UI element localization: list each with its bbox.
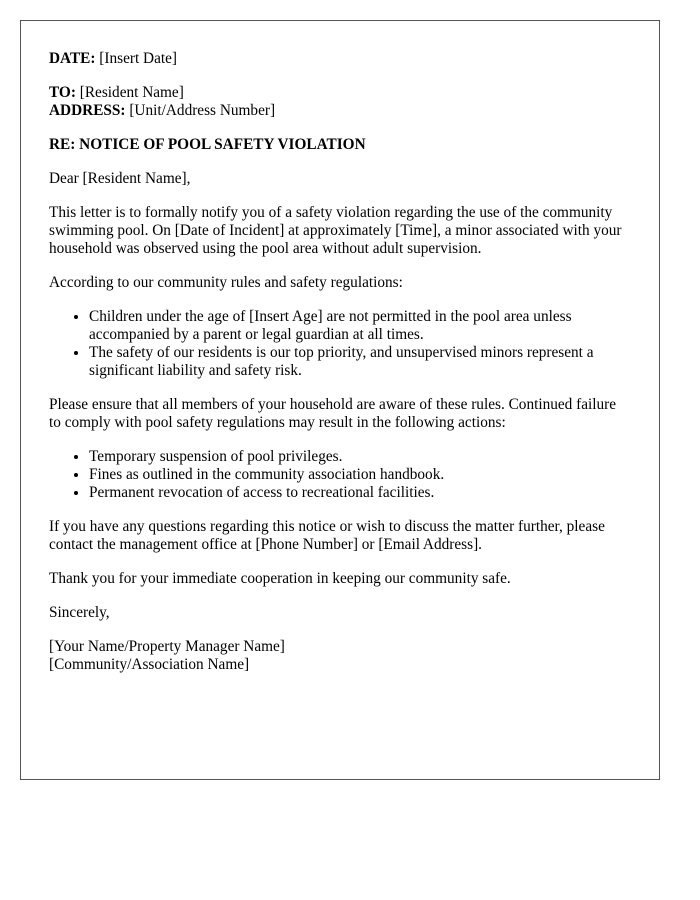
address-line xyxy=(49,102,631,120)
address-label: ADDRESS: xyxy=(49,102,126,119)
list-item: • The safety of our residents is our top priority, and unsupervised minors represent a significant liability and safety risk. xyxy=(89,344,631,380)
recipient-block xyxy=(49,84,631,120)
contact-paragraph: If you have any questions regarding this notice or wish to discuss the matter further, please contact the management office at [Phone Number] or [Email Address]. xyxy=(49,518,605,553)
signature-name: [Your Name/Property Manager Name] xyxy=(49,638,285,655)
list-item: • Permanent revocation of access to recreational facilities. xyxy=(89,484,631,502)
intro-paragraph: This letter is to formally notify you of a safety violation regarding the use of the community swimming pool. On [Date of Incident] at approximately [Time], a minor associated with your household was observed using the pool area without adult supervision. xyxy=(49,204,622,257)
letter-document xyxy=(20,20,660,780)
list-item: • Children under the age of [Insert Age] are not permitted in the pool area unless accompanied by a parent or legal guardian at all times. xyxy=(89,308,631,344)
address-value: [Unit/Address Number] xyxy=(129,102,276,119)
thanks-paragraph: Thank you for your immediate cooperation in keeping our community safe. xyxy=(49,570,511,587)
to-line xyxy=(49,84,631,102)
to-value: [Resident Name] xyxy=(79,84,184,101)
signature-organization: [Community/Association Name] xyxy=(49,656,250,673)
actions-intro-paragraph: Please ensure that all members of your household are aware of these rules. Continued failure to comply with pool safety regulations may result in the following actions: xyxy=(49,396,617,431)
actions-list xyxy=(49,448,631,502)
subject-line: RE: NOTICE OF POOL SAFETY VIOLATION xyxy=(49,136,366,153)
closing: Sincerely, xyxy=(49,604,110,621)
signature-block xyxy=(49,638,631,674)
salutation: Dear [Resident Name], xyxy=(49,170,191,187)
date-label: DATE: xyxy=(49,50,96,67)
date-value: [Insert Date] xyxy=(99,50,178,67)
date-line xyxy=(49,50,631,68)
list-item: • Fines as outlined in the community association handbook. xyxy=(89,466,631,484)
rules-list xyxy=(49,308,631,380)
list-item: • Temporary suspension of pool privileges. xyxy=(89,448,631,466)
rules-intro-paragraph: According to our community rules and safety regulations: xyxy=(49,274,403,291)
to-label: TO: xyxy=(49,84,76,101)
